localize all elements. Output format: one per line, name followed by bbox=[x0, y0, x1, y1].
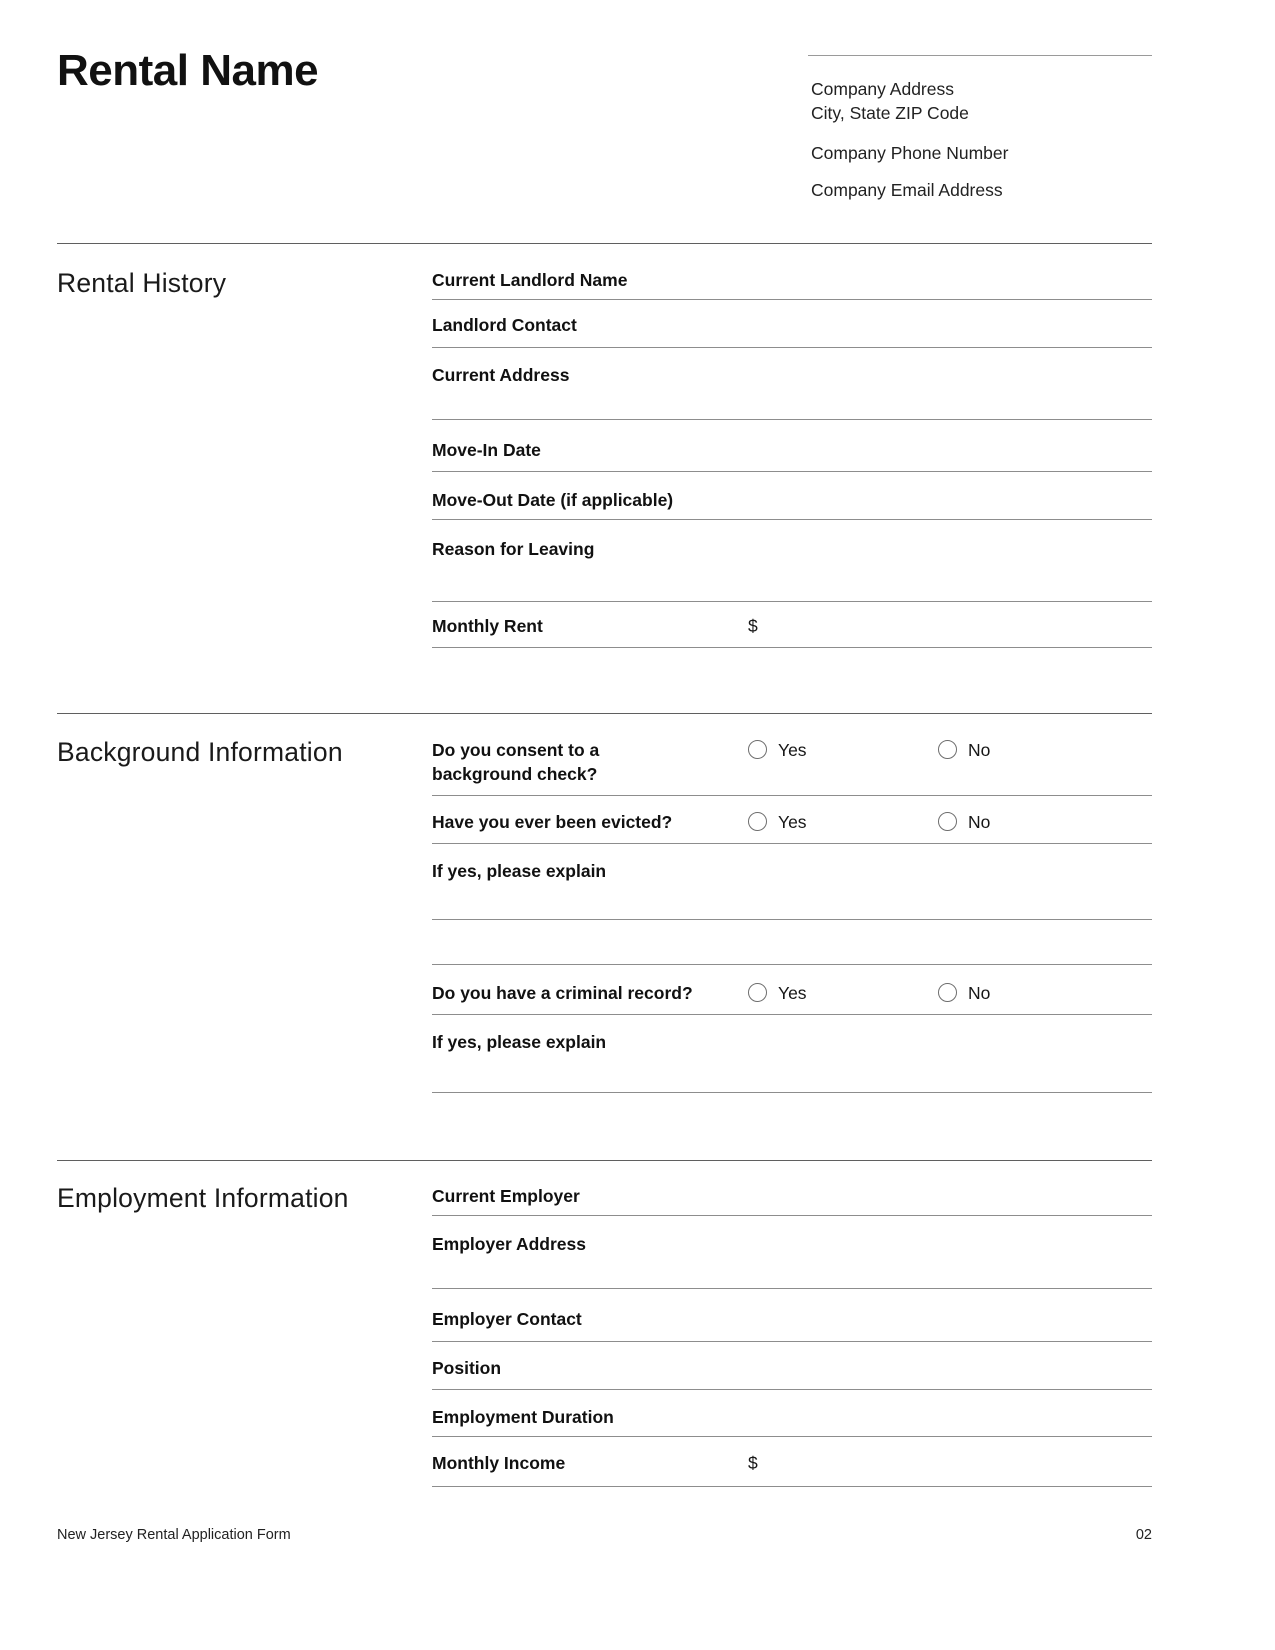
employment-fields bbox=[432, 1161, 1152, 1487]
background-fields bbox=[432, 714, 1152, 1093]
field-label: Employer Contact bbox=[432, 1309, 582, 1329]
field-label: Current Address bbox=[432, 365, 570, 385]
company-phone: Company Phone Number bbox=[811, 143, 1009, 163]
radio-circle-icon bbox=[748, 812, 767, 831]
question-evicted bbox=[432, 796, 1152, 844]
field-label: Employment Duration bbox=[432, 1407, 614, 1427]
radio-label: No bbox=[968, 812, 991, 832]
evicted-no-radio[interactable] bbox=[938, 810, 990, 834]
section-title-rental-history: Rental History bbox=[57, 268, 227, 298]
background-check-yes-radio[interactable] bbox=[748, 738, 938, 762]
criminal-record-no-radio[interactable] bbox=[938, 981, 990, 1005]
field-label: Monthly Income bbox=[432, 1453, 566, 1473]
field-eviction-explanation[interactable] bbox=[432, 844, 1152, 920]
field-employer-contact[interactable] bbox=[432, 1289, 1152, 1342]
section-rental-history bbox=[57, 244, 1152, 648]
section-title-employment-information: Employment Information bbox=[57, 1183, 349, 1213]
radio-circle-icon bbox=[938, 812, 957, 831]
field-label: If yes, please explain bbox=[432, 1032, 607, 1052]
field-label: Move-Out Date (if applicable) bbox=[432, 490, 674, 510]
section-title-background-information: Background Information bbox=[57, 737, 343, 767]
field-reason-for-leaving[interactable] bbox=[432, 520, 1152, 602]
question-criminal-record bbox=[432, 965, 1152, 1015]
field-label: Employer Address bbox=[432, 1234, 586, 1254]
company-address: Company Address bbox=[811, 79, 954, 99]
question-background-check bbox=[432, 714, 1152, 796]
field-label: If yes, please explain bbox=[432, 861, 607, 881]
company-info-block bbox=[808, 55, 1152, 202]
field-move-in-date[interactable] bbox=[432, 420, 1152, 472]
field-monthly-income[interactable] bbox=[432, 1437, 1152, 1487]
radio-circle-icon bbox=[938, 983, 957, 1002]
field-move-out-date[interactable] bbox=[432, 472, 1152, 520]
radio-circle-icon bbox=[748, 740, 767, 759]
field-employment-duration[interactable] bbox=[432, 1390, 1152, 1437]
company-city-state-zip: City, State ZIP Code bbox=[811, 103, 969, 123]
page-header bbox=[57, 0, 1152, 243]
question-label: Do you have a criminal record? bbox=[432, 983, 693, 1003]
field-criminal-explanation[interactable] bbox=[432, 1015, 1152, 1093]
field-landlord-contact[interactable] bbox=[432, 300, 1152, 348]
footer-document-title: New Jersey Rental Application Form bbox=[57, 1527, 291, 1543]
field-position[interactable] bbox=[432, 1342, 1152, 1390]
radio-label: Yes bbox=[778, 740, 807, 760]
radio-label: No bbox=[968, 983, 991, 1003]
field-monthly-rent[interactable] bbox=[432, 602, 1152, 648]
radio-label: No bbox=[968, 740, 991, 760]
question-label: Have you ever been evicted? bbox=[432, 812, 673, 832]
page-title: Rental Name bbox=[57, 46, 319, 95]
field-employer-address[interactable] bbox=[432, 1216, 1152, 1289]
field-label: Position bbox=[432, 1358, 502, 1378]
section-employment-information bbox=[57, 1161, 1152, 1487]
field-label: Reason for Leaving bbox=[432, 539, 595, 559]
rental-history-fields bbox=[432, 244, 1152, 648]
radio-circle-icon bbox=[748, 983, 767, 1002]
field-label: Move-In Date bbox=[432, 440, 541, 460]
question-label: Do you consent to a background check? bbox=[432, 740, 600, 784]
field-eviction-explanation-line2[interactable] bbox=[432, 920, 1152, 965]
page-footer bbox=[57, 1527, 1152, 1543]
radio-label: Yes bbox=[778, 983, 807, 1003]
currency-symbol: $ bbox=[748, 616, 758, 636]
criminal-record-yes-radio[interactable] bbox=[748, 981, 938, 1005]
footer-page-number: 02 bbox=[1135, 1527, 1152, 1543]
evicted-yes-radio[interactable] bbox=[748, 810, 938, 834]
section-gap bbox=[57, 648, 1152, 713]
field-current-landlord-name[interactable] bbox=[432, 244, 1152, 300]
section-background-information bbox=[57, 714, 1152, 1093]
company-email: Company Email Address bbox=[811, 180, 1003, 200]
field-label: Current Employer bbox=[432, 1186, 580, 1206]
currency-symbol: $ bbox=[748, 1453, 758, 1473]
field-current-address[interactable] bbox=[432, 348, 1152, 420]
field-label: Landlord Contact bbox=[432, 315, 577, 335]
section-gap bbox=[57, 1093, 1152, 1160]
field-label: Current Landlord Name bbox=[432, 270, 628, 290]
radio-label: Yes bbox=[778, 812, 807, 832]
radio-circle-icon bbox=[938, 740, 957, 759]
field-label: Monthly Rent bbox=[432, 616, 543, 636]
background-check-no-radio[interactable] bbox=[938, 738, 990, 762]
field-current-employer[interactable] bbox=[432, 1161, 1152, 1216]
